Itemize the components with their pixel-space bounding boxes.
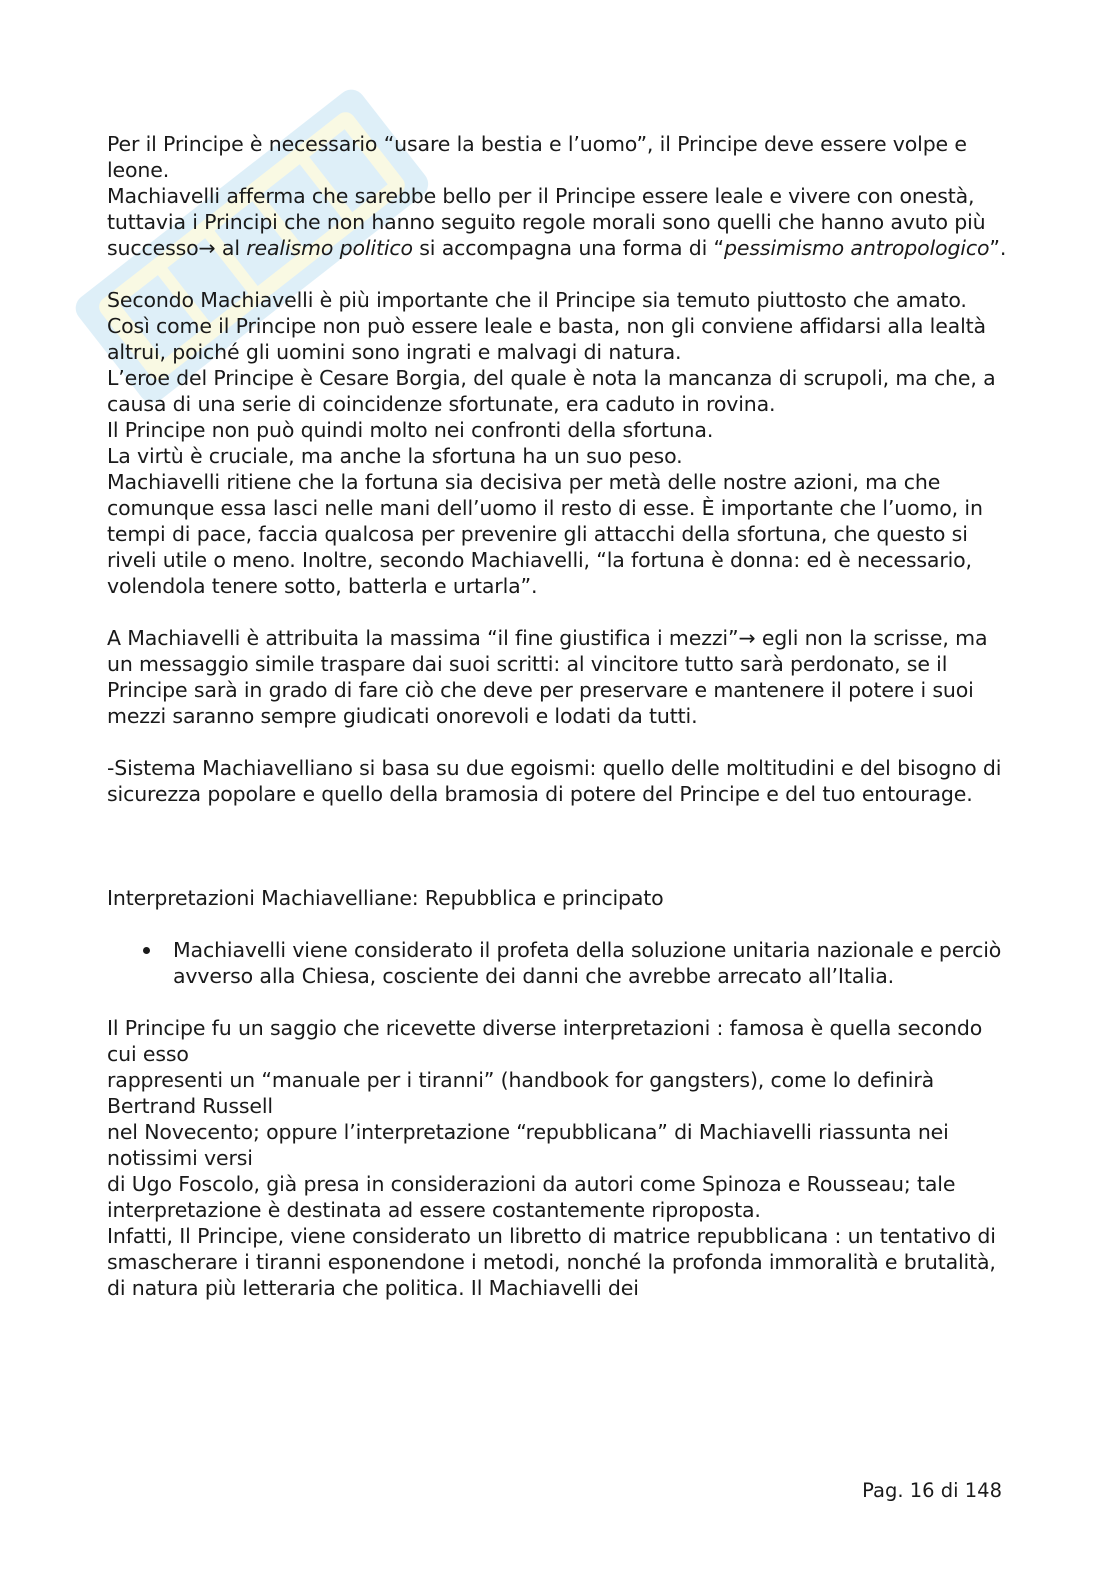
bullet-icon	[143, 947, 150, 954]
paragraph: Infatti, Il Principe, viene considerato un libretto di matrice repubblicana : un tentativo di smascherare i tiranni esponendone i metodi, nonché la profonda immoralità e brutalità, di natura più letteraria che politica. Il Machiavelli dei	[107, 1224, 996, 1300]
paragraph: Machiavelli ritiene che la fortuna sia decisiva per metà delle nostre azioni, ma che comunque essa lasci nelle mani dell’uomo il resto di esse. È importante che l’uomo, in tempi di pace, faccia qualcosa per prevenire gli attacchi della sfortuna, che questo si riveli utile o meno. Inoltre, secondo Machiavelli, “la fortuna è donna: ed è necessario, volendola tenere sotto, batterla e urtarla”.	[107, 470, 983, 598]
paragraph: Machiavelli afferma che sarebbe bello per il Principe essere leale e vivere con onestà, tuttavia i Principi che non hanno seguito regole morali sono quelli che hanno avuto più successo→ al realismo politico si accompagna una forma di “pessimismo antropologico”.	[107, 184, 1007, 260]
emphasis: realismo politico	[246, 236, 413, 260]
paragraph: A Machiavelli è attribuita la massima “il fine giustifica i mezzi”→ egli non la scrisse, ma un messaggio simile traspare dai suoi scritti: al vincitore tutto sarà perdonato, se il Principe sarà in grado di fare ciò che deve per preservare e mantenere il potere i suoi mezzi saranno sempre giudicati onorevoli e lodati da tutti.	[107, 626, 988, 728]
page-number: Pag. 16 di 148	[862, 1479, 1002, 1502]
emphasis: pessimismo antropologico	[724, 236, 990, 260]
paragraph: Il Principe fu un saggio che ricevette diverse interpretazioni : famosa è quella secondo cui esso	[107, 1016, 983, 1066]
paragraph: Secondo Machiavelli è più importante che il Principe sia temuto piuttosto che amato. Così come il Principe non può essere leale e basta, non gli conviene affidarsi alla lealtà altrui, poiché gli uomini sono ingrati e malvagi di natura.	[107, 288, 986, 364]
paragraph: Per il Principe è necessario “usare la bestia e l’uomo”, il Principe deve essere volpe e leone.	[107, 132, 967, 182]
paragraph: L’eroe del Principe è Cesare Borgia, del quale è nota la mancanza di scrupoli, ma che, a causa di una serie di coincidenze sfortunate, era caduto in rovina.	[107, 366, 996, 416]
paragraph: di Ugo Foscolo, già presa in considerazioni da autori come Spinoza e Rousseau; tale interpretazione è destinata ad essere costantemente riproposta.	[107, 1172, 956, 1222]
list-item: Machiavelli viene considerato il profeta della soluzione unitaria nazionale e perciò avverso alla Chiesa, cosciente dei danni che avrebbe arrecato all’Italia.	[173, 937, 1012, 989]
paragraph: -Sistema Machiavelliano si basa su due egoismi: quello delle moltitudini e del bisogno di sicurezza popolare e quello della bramosia di potere del Principe e del tuo entourage.	[107, 756, 1002, 806]
paragraph: Il Principe non può quindi molto nei confronti della sfortuna.	[107, 418, 714, 442]
paragraph: rappresenti un “manuale per i tiranni” (handbook for gangsters), come lo definirà Bertrand Russell	[107, 1068, 935, 1118]
document-body	[107, 131, 1012, 1301]
paragraph: nel Novecento; oppure l’interpretazione “repubblicana” di Machiavelli riassunta nei notissimi versi	[107, 1120, 949, 1170]
section-heading: Interpretazioni Machiavelliane: Repubblica e principato	[107, 886, 664, 910]
bullet-list	[107, 937, 1012, 989]
paragraph: La virtù è cruciale, ma anche la sfortuna ha un suo peso.	[107, 444, 683, 468]
